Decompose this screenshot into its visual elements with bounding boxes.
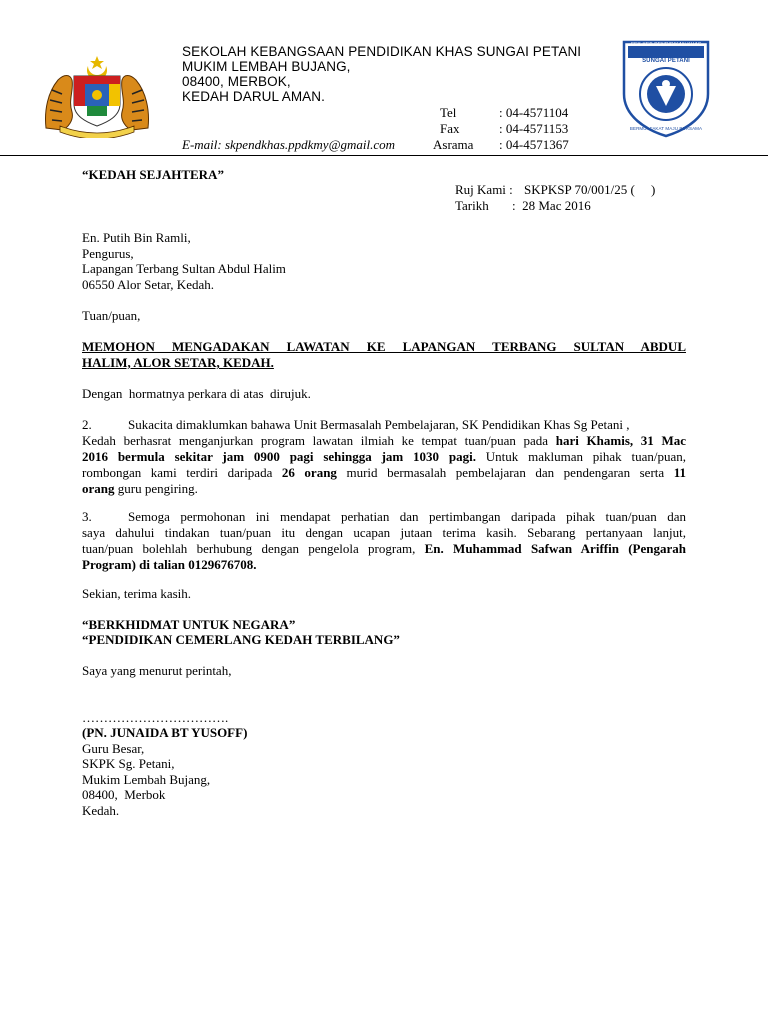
subject bbox=[82, 339, 686, 371]
asrama-label: Asrama bbox=[433, 137, 474, 152]
badge-mid-text: SUNGAI PETANI bbox=[642, 58, 690, 64]
subject-line-2: HALIM, ALOR SETAR, KEDAH. bbox=[82, 355, 274, 370]
para3-line-3: tuan/puan bolehlah berhubung dengan pengelola program, En. Muhammad Safwan Ariffin (Pengarah bbox=[82, 541, 686, 556]
signatory-address-1: Mukim Lembah Bujang, bbox=[82, 772, 211, 787]
badge-top-text: SEK KEB PENDIDIKAN KHAS bbox=[630, 42, 702, 48]
email-label: E-mail: bbox=[182, 137, 222, 152]
para2-line-4: rombongan kami terdiri daripada 26 orang murid bermasalah pembelajaran dan pendengaran serta 11 bbox=[82, 465, 686, 480]
school-badge-logo bbox=[620, 38, 712, 138]
para2 bbox=[82, 417, 686, 497]
asrama-value: : 04-4571367 bbox=[499, 137, 569, 152]
signatory-school: SKPK Sg. Petani, bbox=[82, 756, 175, 771]
ref-value: SKPKSP 70/001/25 ( ) bbox=[524, 182, 656, 197]
recipient-address: 06550 Alor Setar, Kedah. bbox=[82, 277, 214, 292]
para2-line-2: Kedah berhasrat menganjurkan program lawatan ilmiah ke tempat tuan/puan pada hari Khamis, 31 Mac bbox=[82, 433, 686, 448]
email-line bbox=[182, 137, 395, 153]
subject-line-1: MEMOHON MENGADAKAN LAWATAN KE LAPANGAN TERBANG SULTAN ABDUL bbox=[82, 339, 686, 354]
para3 bbox=[82, 509, 686, 573]
address-line-3: KEDAH DARUL AMAN. bbox=[182, 89, 325, 104]
closing: Sekian, terima kasih. bbox=[82, 586, 192, 601]
header-divider bbox=[0, 155, 768, 156]
para2-number: 2. bbox=[82, 417, 92, 432]
badge-bottom-text: BERMUAFAKAT MAJU BERSAMA bbox=[629, 126, 703, 131]
kedah-crest-logo bbox=[38, 50, 156, 138]
tel-value: : 04-4571104 bbox=[499, 105, 569, 120]
sign-off: Saya yang menurut perintah, bbox=[82, 663, 232, 678]
fax-value: : 04-4571153 bbox=[499, 121, 569, 136]
signature-dots: ……………………………. bbox=[82, 710, 229, 725]
signatory-title: Guru Besar, bbox=[82, 741, 145, 756]
para2-line-3: 2016 bermula sekitar jam 0900 pagi sehingga jam 1030 pagi. Untuk makluman pihak tuan/puan, bbox=[82, 449, 686, 464]
school-name: SEKOLAH KEBANGSAAN PENDIDIKAN KHAS SUNGAI PETANI bbox=[182, 44, 582, 59]
email-value: skpendkhas.ppdkmy@gmail.com bbox=[224, 137, 396, 152]
para3-line-1: Semoga permohonan ini mendapat perhatian dan pertimbangan daripada pihak tuan/puan dan bbox=[128, 509, 686, 524]
recipient-title: Pengurus, bbox=[82, 246, 134, 261]
para3-line-2: saya dahului tindakan tuan/puan itu dengan ucapan jutaan terima kasih. Sebarang pertanyaan lanjut, bbox=[82, 525, 686, 540]
recipient-org: Lapangan Terbang Sultan Abdul Halim bbox=[82, 261, 286, 276]
salutation: Tuan/puan, bbox=[82, 308, 141, 323]
opening-line: Dengan hormatnya perkara di atas dirujuk. bbox=[82, 386, 311, 401]
address-line-1: MUKIM LEMBAH BUJANG, bbox=[182, 59, 351, 74]
motto-1: “BERKHIDMAT UNTUK NEGARA” bbox=[82, 617, 296, 632]
motto-2: “PENDIDIKAN CEMERLANG KEDAH TERBILANG” bbox=[82, 632, 400, 647]
para2-line-1: Sukacita dimaklumkan bahawa Unit Bermasalah Pembelajaran, SK Pendidikan Khas Sg Petani , bbox=[128, 417, 630, 432]
signatory-name: (PN. JUNAIDA BT YUSOFF) bbox=[82, 725, 248, 740]
signatory-address-2: 08400, Merbok bbox=[82, 787, 166, 802]
tel-label: Tel bbox=[440, 105, 457, 120]
para2-line-5: orang guru pengiring. bbox=[82, 481, 198, 496]
date-label: Tarikh bbox=[455, 198, 489, 213]
fax-label: Fax bbox=[440, 121, 460, 136]
para3-line-4: Program) di talian 0129676708. bbox=[82, 557, 257, 572]
signatory-address-3: Kedah. bbox=[82, 803, 120, 818]
date-value: : 28 Mac 2016 bbox=[512, 198, 591, 213]
address-line-2: 08400, MERBOK, bbox=[182, 74, 291, 89]
greeting: “KEDAH SEJAHTERA” bbox=[82, 167, 224, 182]
recipient-name: En. Putih Bin Ramli, bbox=[82, 230, 191, 245]
ref-label: Ruj Kami : bbox=[455, 182, 513, 197]
para3-number: 3. bbox=[82, 509, 92, 524]
